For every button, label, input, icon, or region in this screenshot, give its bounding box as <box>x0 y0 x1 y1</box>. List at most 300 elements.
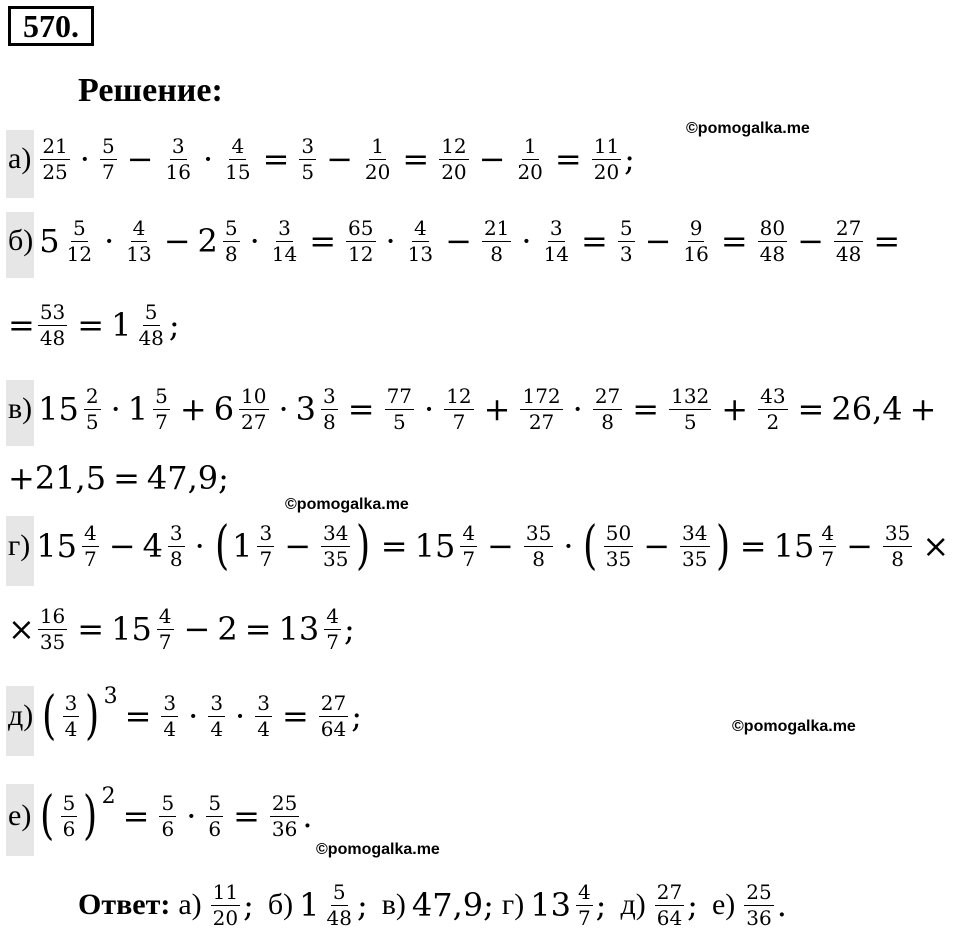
math-token: 5 <box>683 410 697 434</box>
math-token: 5 <box>144 300 158 324</box>
math-token: д) <box>620 888 646 921</box>
math-token: 20 <box>441 160 467 184</box>
math-token: = <box>77 610 105 648</box>
fraction <box>744 880 773 930</box>
math-token: 3 <box>549 216 563 240</box>
math-token: 27 <box>835 216 862 240</box>
math-token: 4 <box>821 521 835 545</box>
fraction <box>593 384 622 434</box>
math-token: = <box>113 459 140 497</box>
fraction <box>363 134 392 184</box>
math-token: 48 <box>759 242 786 266</box>
math-token: = <box>720 222 748 260</box>
fraction <box>406 216 435 266</box>
math-token: ; <box>687 886 698 924</box>
math-token: = <box>581 222 608 260</box>
math-token: − <box>183 610 211 648</box>
math-token: 27 <box>241 410 267 434</box>
math-token: 14 <box>543 242 570 266</box>
math-token: 20 <box>212 906 239 930</box>
math-token: 4 <box>231 134 245 158</box>
fraction <box>324 604 341 654</box>
math-token: · <box>424 390 435 428</box>
math-token: · <box>194 527 205 565</box>
fraction <box>255 691 272 741</box>
math-token: ) <box>83 786 98 846</box>
math-token: 3 <box>103 684 118 709</box>
fraction <box>38 300 67 350</box>
math-token: ) <box>715 516 730 576</box>
math-token: 65 <box>348 216 374 240</box>
math-token: 4 <box>158 604 172 628</box>
math-token: 6 <box>161 817 175 841</box>
math-token: 8 <box>224 242 238 266</box>
math-token: 77 <box>386 384 413 408</box>
math-token: 34 <box>323 521 349 545</box>
math-token: 2 <box>217 610 238 648</box>
math-token: 64 <box>656 906 683 930</box>
math-token: 4 <box>414 216 427 240</box>
math-token: = <box>554 140 582 178</box>
math-token: 1 <box>127 390 149 428</box>
fraction <box>270 791 299 841</box>
math-token: ; <box>351 697 362 735</box>
math-token: 21 <box>483 216 510 240</box>
fraction <box>758 216 787 266</box>
math-token: 3 <box>323 384 336 408</box>
fraction <box>161 691 178 741</box>
math-token: в) <box>381 888 406 921</box>
math-token: 20 <box>364 160 391 184</box>
fraction <box>84 384 101 434</box>
math-token: 7 <box>452 410 466 434</box>
math-token: 3 <box>64 691 78 715</box>
fraction <box>883 521 912 571</box>
math-token: 8 <box>323 410 336 434</box>
math-token: 13 <box>530 886 571 924</box>
math-token: 35 <box>39 630 66 654</box>
math-token: 8 <box>532 547 545 571</box>
answer-title: Ответ: <box>78 888 171 921</box>
math-token: = <box>402 140 430 178</box>
math-token: 2 <box>101 784 116 809</box>
math-token: 26,4 <box>831 390 903 428</box>
fraction <box>834 216 863 266</box>
fraction <box>211 880 240 930</box>
fraction <box>515 134 544 184</box>
math-token: 7 <box>84 547 97 571</box>
math-token: = <box>347 390 375 428</box>
fraction <box>524 521 553 571</box>
math-token: ( <box>583 516 598 576</box>
math-token: · <box>104 222 115 260</box>
label-d: д) <box>8 699 34 732</box>
math-token: 6 <box>208 817 222 841</box>
math-token: 13 <box>126 242 152 266</box>
fraction <box>124 216 153 266</box>
fraction <box>680 521 709 571</box>
math-token: 3 <box>171 134 185 158</box>
math-token: 2 <box>85 384 99 408</box>
label-b: б) <box>8 224 34 257</box>
fraction <box>63 691 80 741</box>
math-token: = <box>309 222 337 260</box>
math-token: 3 <box>301 134 315 158</box>
math-token: 7 <box>259 547 273 571</box>
math-token: 8 <box>169 547 183 571</box>
fraction <box>321 384 338 434</box>
math-token: 27 <box>320 691 347 715</box>
problem-number: 570. <box>8 6 94 46</box>
math-token: − <box>797 222 824 260</box>
fraction <box>61 791 78 841</box>
math-token: 20 <box>593 160 620 184</box>
fraction <box>65 216 94 266</box>
math-token: 21 <box>42 134 68 158</box>
math-token: 64 <box>320 717 347 741</box>
math-token: · <box>278 390 289 428</box>
math-token: 4 <box>142 527 163 565</box>
fraction <box>604 521 633 571</box>
math-token: 35 <box>605 547 632 571</box>
watermark: ©pomogalka.me <box>285 496 409 513</box>
solution-line-v <box>8 384 943 434</box>
math-token: 15 <box>38 390 79 428</box>
label-e: е) <box>8 799 32 832</box>
math-token: ; <box>624 140 635 178</box>
math-token: 5 <box>619 216 633 240</box>
math-token: 13 <box>278 610 320 648</box>
math-token: 6 <box>62 817 76 841</box>
math-token: 5 <box>155 384 168 408</box>
math-token: ) <box>85 686 100 746</box>
fraction <box>136 300 165 350</box>
math-token: 80 <box>759 216 786 240</box>
fraction <box>159 791 176 841</box>
math-token: 50 <box>605 521 632 545</box>
math-token: 1 <box>232 527 253 565</box>
math-token: 7 <box>326 630 339 654</box>
fraction <box>82 521 99 571</box>
label-v: в) <box>8 392 33 425</box>
math-token: 48 <box>326 906 352 930</box>
math-token: 43 <box>760 384 786 408</box>
math-token: 7 <box>158 630 172 654</box>
math-token: 8 <box>891 547 904 571</box>
math-token: 8 <box>490 242 504 266</box>
math-token: 4 <box>257 717 270 741</box>
math-token: − <box>478 140 506 178</box>
math-token: 4 <box>462 521 476 545</box>
math-token: 7 <box>577 906 591 930</box>
math-token: 4 <box>577 880 591 904</box>
math-token: 5 <box>332 880 346 904</box>
math-token: 1 <box>371 134 385 158</box>
math-token: 2 <box>197 222 218 260</box>
label-g: г) <box>8 529 31 562</box>
math-token: 5 <box>161 791 175 815</box>
fraction <box>758 384 787 434</box>
math-token: 35 <box>525 521 552 545</box>
math-token: 27 <box>528 410 555 434</box>
solution-line-v-cont <box>8 459 229 497</box>
math-token: 11 <box>212 880 239 904</box>
solution-line-a <box>8 134 635 184</box>
math-token: 4 <box>326 604 339 628</box>
math-token: − <box>643 527 671 565</box>
math-token: ; <box>168 306 180 344</box>
math-token: 9 <box>689 216 703 240</box>
math-token: 4 <box>64 717 78 741</box>
solution-heading: Решение: <box>78 72 223 109</box>
math-token: 16 <box>683 242 709 266</box>
math-token: 48 <box>138 326 164 350</box>
math-token: ; <box>343 610 355 648</box>
math-token: 10 <box>241 384 267 408</box>
fraction <box>299 134 316 184</box>
math-token: 5 <box>301 160 315 184</box>
math-token: 5 <box>101 134 115 158</box>
math-token: 7 <box>821 547 835 571</box>
math-token: − <box>126 140 154 178</box>
fraction <box>319 691 348 741</box>
math-token: · <box>186 797 197 835</box>
fraction <box>163 134 192 184</box>
math-token: = <box>281 697 309 735</box>
math-token: 21,5 <box>34 459 107 497</box>
math-token: а) <box>178 888 202 921</box>
math-token: 4 <box>132 216 146 240</box>
fraction <box>576 880 593 930</box>
fraction <box>520 384 562 434</box>
math-token: 15 <box>773 527 815 565</box>
math-token: − <box>445 222 472 260</box>
fraction <box>168 521 185 571</box>
math-token: − <box>644 222 672 260</box>
math-token: 3 <box>210 691 224 715</box>
math-token: 47,9 <box>411 886 484 924</box>
math-token: 13 <box>407 242 434 266</box>
math-token: 35 <box>884 521 911 545</box>
math-token: 48 <box>39 326 66 350</box>
math-token: . <box>302 797 313 835</box>
math-token: = <box>122 797 150 835</box>
math-token: · <box>572 390 583 428</box>
math-token: ; <box>483 886 494 924</box>
math-token: 4 <box>210 717 224 741</box>
fraction <box>157 604 174 654</box>
solution-line-g <box>8 516 956 576</box>
math-token: 5 <box>39 222 60 260</box>
math-token: г) <box>501 888 525 921</box>
math-token: 20 <box>517 160 543 184</box>
fraction <box>40 134 69 184</box>
math-token: · <box>110 390 121 428</box>
label-a: а) <box>8 142 32 175</box>
fraction <box>206 791 223 841</box>
math-token: б) <box>267 888 294 921</box>
fraction <box>542 216 571 266</box>
math-token: × <box>922 527 950 565</box>
math-token: 5 <box>72 216 86 240</box>
math-token: 12 <box>441 134 467 158</box>
fraction <box>385 384 414 434</box>
math-token: е) <box>711 888 736 921</box>
math-token: 16 <box>39 604 66 628</box>
fraction <box>819 521 836 571</box>
math-token: + <box>721 390 749 428</box>
fraction <box>346 216 375 266</box>
solution-line-b <box>8 216 907 266</box>
math-token: = <box>233 797 260 835</box>
math-token: 4 <box>84 521 97 545</box>
math-token: ; <box>243 886 254 924</box>
math-token: 3 <box>278 216 291 240</box>
math-token: − <box>846 527 873 565</box>
math-token: 5 <box>208 791 222 815</box>
math-token: 132 <box>671 384 710 408</box>
math-token: 25 <box>271 791 298 815</box>
fraction <box>257 521 274 571</box>
fraction <box>439 134 468 184</box>
fraction <box>153 384 170 434</box>
math-token: + <box>909 390 937 428</box>
math-token: 5 <box>392 410 406 434</box>
fraction <box>669 384 711 434</box>
fraction <box>460 521 477 571</box>
math-token: = <box>77 306 105 344</box>
fraction <box>325 880 354 930</box>
math-token: · <box>235 697 246 735</box>
math-token: − <box>284 527 312 565</box>
math-token: 4 <box>163 717 177 741</box>
math-token: × <box>8 610 35 648</box>
math-token: 3 <box>163 691 177 715</box>
math-token: − <box>487 527 514 565</box>
math-token: 12 <box>348 242 374 266</box>
math-token: 25 <box>746 880 772 904</box>
fraction <box>444 384 473 434</box>
math-token: · <box>188 697 199 735</box>
math-token: 35 <box>682 547 708 571</box>
math-token: 25 <box>42 160 68 184</box>
answer-line <box>78 880 787 930</box>
fraction <box>321 521 350 571</box>
math-token: 15 <box>36 527 78 565</box>
math-token: 5 <box>85 410 99 434</box>
math-token: 53 <box>39 300 66 324</box>
math-token: = <box>262 140 290 178</box>
math-token: = <box>380 527 408 565</box>
math-token: = <box>124 697 152 735</box>
math-token: 12 <box>66 242 93 266</box>
math-token: · <box>385 222 396 260</box>
math-token: 7 <box>462 547 476 571</box>
watermark: ©pomogalka.me <box>732 718 856 735</box>
solution-line-g-cont <box>8 604 355 654</box>
math-token: + <box>483 390 511 428</box>
math-token: + <box>179 390 207 428</box>
math-token: 34 <box>682 521 708 545</box>
math-token: 12 <box>446 384 472 408</box>
math-token: = <box>797 390 825 428</box>
math-token: 14 <box>271 242 298 266</box>
math-token: 3 <box>259 521 273 545</box>
math-token: 6 <box>213 390 235 428</box>
math-token: ( <box>214 516 230 576</box>
math-token: 3 <box>295 390 317 428</box>
math-token: 5 <box>62 791 76 815</box>
solution-line-e <box>8 784 313 846</box>
math-token: = <box>739 527 767 565</box>
math-token: · <box>202 140 214 178</box>
math-token: ; <box>356 886 368 924</box>
math-token: = <box>632 390 660 428</box>
fraction <box>223 134 252 184</box>
math-token: = <box>873 222 901 260</box>
math-token: 15 <box>111 610 152 648</box>
solution-line-d <box>8 684 362 746</box>
math-token: 48 <box>835 242 862 266</box>
math-token: · <box>521 222 532 260</box>
math-token: − <box>163 222 191 260</box>
math-token: = <box>8 306 35 344</box>
fraction <box>681 216 710 266</box>
math-token: 36 <box>746 906 772 930</box>
math-token: + <box>8 459 35 497</box>
math-token: ( <box>42 686 57 746</box>
math-token: 3 <box>169 521 183 545</box>
math-token: 16 <box>165 160 191 184</box>
math-token: 7 <box>101 160 115 184</box>
math-token: 11 <box>593 134 620 158</box>
math-token: 1 <box>523 134 537 158</box>
fraction <box>223 216 240 266</box>
solution-line-b-cont <box>8 300 180 350</box>
math-token: · <box>249 222 260 260</box>
fraction <box>38 604 67 654</box>
math-token: 1 <box>111 306 132 344</box>
math-token: 36 <box>271 817 298 841</box>
math-token: 15 <box>414 527 456 565</box>
math-token: 35 <box>323 547 349 571</box>
watermark: ©pomogalka.me <box>316 841 440 858</box>
math-token: 47,9; <box>146 459 229 497</box>
fraction <box>618 216 635 266</box>
fraction <box>482 216 511 266</box>
fraction <box>239 384 268 434</box>
math-token: − <box>326 140 353 178</box>
math-token: 3 <box>619 242 633 266</box>
math-token: 27 <box>656 880 683 904</box>
fraction <box>208 691 225 741</box>
math-token: − <box>108 527 136 565</box>
math-token: 7 <box>155 410 168 434</box>
math-token: 5 <box>224 216 238 240</box>
watermark: ©pomogalka.me <box>686 120 810 137</box>
math-token: 15 <box>225 160 251 184</box>
math-token: · <box>563 527 574 565</box>
math-token: 27 <box>594 384 621 408</box>
math-token: 2 <box>766 410 780 434</box>
math-token: · <box>79 140 90 178</box>
math-token: ( <box>40 786 55 846</box>
math-token: 8 <box>601 410 614 434</box>
math-token: = <box>244 610 272 648</box>
fraction <box>100 134 117 184</box>
math-token: . <box>776 886 787 924</box>
fraction <box>655 880 684 930</box>
